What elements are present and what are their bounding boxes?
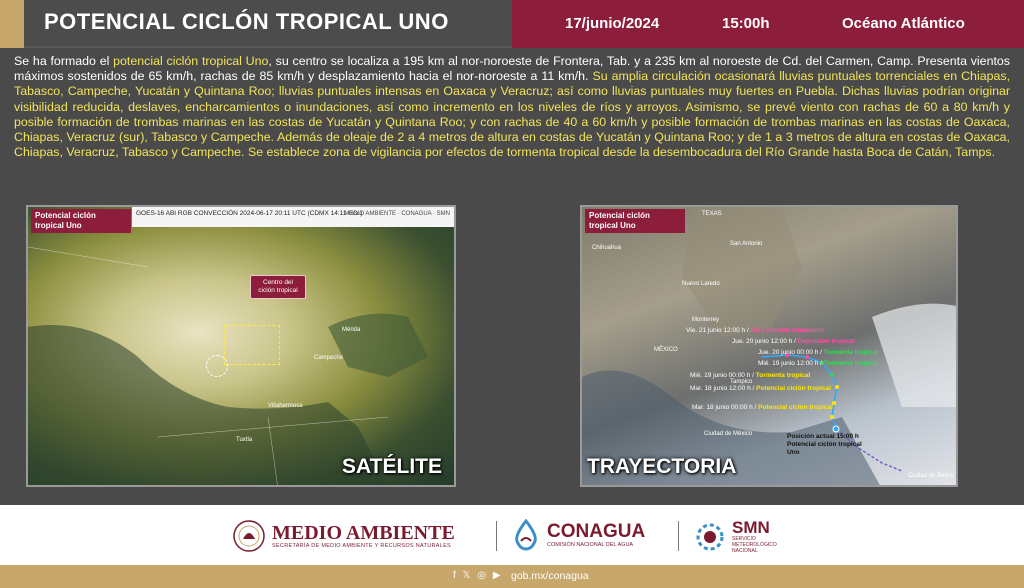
conagua-title: CONAGUA	[547, 521, 646, 542]
point-stage: Tormenta tropical	[755, 372, 811, 379]
footer	[0, 505, 1024, 565]
point-time: Jue. 20 junio 00:00 h /	[758, 349, 824, 356]
bulletin-impacts: Su amplia circulación ocasionará lluvias puntuales torrenciales en Chiapas, Tabasco, Campeche, Yucatán y Quintana Roo; lluvias puntuales intensas en Oaxaca y Veracruz; así como lluvias puntuales muy fuertes en Puebla. Dichas lluvias podrían originar visibilidad reducida, deslaves, encharcamientos o inundaciones, así como incremento en los niveles de ríos y arroyos. Asimismo, se prevé viento con rachas de 60 a 80 km/h y posible formación de trombas marinas en las costas de Yucatán y Quintana Roo; y con rachas de 40 a 60 km/h y posible formación de trombas marinas en las costas de Oaxaca, Chiapas, Veracruz (sur), Tabasco y Campeche. Además de oleaje de 2 a 4 metros de altura en costas de Yucatán y Quintana Roo; y de 1 a 3 metros de altura en costas de Oaxaca, Chiapas, Veracruz, Tabasco y Campeche. Se establece zona de vigilancia por efectos de tormenta tropical desde la desembocadura del Río Grande hasta Boca de Catán, Tamps.	[14, 69, 1011, 160]
footer-divider	[678, 521, 679, 551]
cyclone-center-marker	[206, 355, 228, 377]
point-time: Mié. 19 junio 12:00 h /	[758, 360, 824, 367]
social-icons[interactable]: f 𝕏 ◎ ▶	[453, 570, 503, 581]
point-stage: Baja presión remanente	[750, 327, 825, 334]
place-label: MÉXICO	[654, 347, 678, 353]
trajectory-point	[758, 360, 878, 367]
smn-emblem-icon	[694, 521, 726, 553]
place-label: Campeche	[314, 355, 344, 361]
place-label: Ciudad de Belice	[908, 473, 954, 479]
satellite-logos: MEDIO AMBIENTE · CONAGUA · SMN	[344, 211, 450, 217]
header-accent-bar	[0, 0, 24, 48]
smn-text	[732, 519, 792, 554]
place-label: Tampico	[730, 379, 753, 385]
place-label: Ciudad de México	[704, 431, 753, 437]
satellite-source: GOES-16 ABI RGB CONVECCIÓN 2024-06-17 20:11 UTC (CDMX 14:11 Hrs.)	[136, 210, 363, 217]
bottom-bar	[0, 565, 1024, 588]
satellite-label: SATÉLITE	[342, 455, 442, 478]
cyclone-zoom-box	[224, 325, 280, 365]
trajectory-point	[758, 349, 878, 356]
place-label: Nuevo Laredo	[682, 281, 720, 287]
trajectory-label: TRAYECTORIA	[587, 455, 737, 478]
water-drop-icon	[511, 519, 541, 551]
point-time: Mié. 19 junio 00:00 h /	[690, 372, 756, 379]
website-link[interactable]: gob.mx/conagua	[511, 570, 589, 582]
point-stage: Tormenta tropical	[823, 360, 879, 367]
point-stage: Depresión tropical	[797, 338, 855, 345]
place-label: Chihuahua	[592, 245, 622, 251]
medio-ambiente-text	[272, 523, 455, 549]
point-stage: Potencial ciclón tropical	[756, 385, 831, 392]
medio-ambiente-subtitle: SECRETARÍA DE MEDIO AMBIENTE Y RECURSOS NATURALES	[272, 543, 452, 549]
logo-smn	[694, 519, 792, 554]
point-time: Mar. 18 junio 00:00 h /	[692, 404, 759, 411]
footer-divider	[496, 521, 497, 551]
trajectory-panel	[580, 205, 958, 487]
place-label: Tuxtla	[236, 437, 253, 443]
smn-title: SMN	[732, 518, 770, 537]
satellite-tag: Potencial ciclón tropical Uno	[31, 209, 131, 233]
cyclone-center-label: Centro del ciclón tropical	[250, 275, 306, 299]
bulletin-region: Océano Atlántico	[842, 15, 965, 32]
bulletin-text	[14, 54, 1010, 160]
bulletin-date: 17/junio/2024	[565, 15, 660, 32]
logo-conagua	[511, 519, 645, 551]
point-stage: Potencial ciclón tropical	[758, 404, 833, 411]
logo-medio-ambiente	[232, 519, 455, 553]
trajectory-point	[686, 327, 824, 334]
current-position-label: Posición actual 15:00 h Potencial ciclón tropical Uno	[787, 433, 862, 456]
header	[0, 0, 1024, 48]
place-label: Mérida	[342, 327, 361, 333]
trajectory-point	[690, 385, 831, 392]
bulletin-part-2: , su centro se localiza a 195 km al nor-noroeste de Frontera, Tab. y a 235 km al noroeste de Cd. del Carmen, Camp. Presenta vientos máximos sostenidos de 65 km/h, rachas de 85 km/h y desplazamiento hacia el nor-noroeste a 11 km/h.	[14, 54, 1010, 84]
header-title-area	[0, 0, 512, 48]
satellite-panel	[26, 205, 456, 487]
eagle-seal-icon	[232, 519, 266, 553]
point-time: Jue. 20 junio 12:00 h /	[732, 338, 798, 345]
conagua-subtitle: COMISIÓN NACIONAL DEL AGUA	[547, 542, 634, 548]
bulletin-part-1: Se ha formado el	[14, 54, 114, 68]
point-stage: Tormenta tropical	[823, 349, 879, 356]
place-label: Villahermosa	[268, 403, 303, 409]
trajectory-tag: Potencial ciclón tropical Uno	[585, 209, 685, 233]
place-label: Monterrey	[692, 317, 720, 323]
conagua-text	[547, 522, 645, 548]
place-label: San Antonio	[730, 241, 763, 247]
trajectory-point	[692, 404, 833, 411]
place-label: TEXAS	[702, 211, 722, 217]
bulletin-time: 15:00h	[722, 15, 770, 32]
trajectory-map	[582, 207, 958, 487]
trajectory-point	[690, 372, 810, 379]
trajectory-point	[732, 338, 855, 345]
satellite-source-bar	[132, 207, 454, 227]
point-time: Vie. 21 junio 12:00 h /	[686, 327, 751, 334]
header-info-area	[512, 0, 1024, 48]
medio-ambiente-title: MEDIO AMBIENTE	[272, 522, 455, 544]
smn-subtitle: SERVICIO METEOROLÓGICO NACIONAL	[732, 536, 777, 554]
bulletin-storm-name: potencial ciclón tropical Uno	[113, 54, 269, 68]
point-time: Mar. 18 junio 12:00 h /	[690, 385, 757, 392]
page-title: POTENCIAL CICLÓN TROPICAL UNO	[44, 9, 449, 34]
